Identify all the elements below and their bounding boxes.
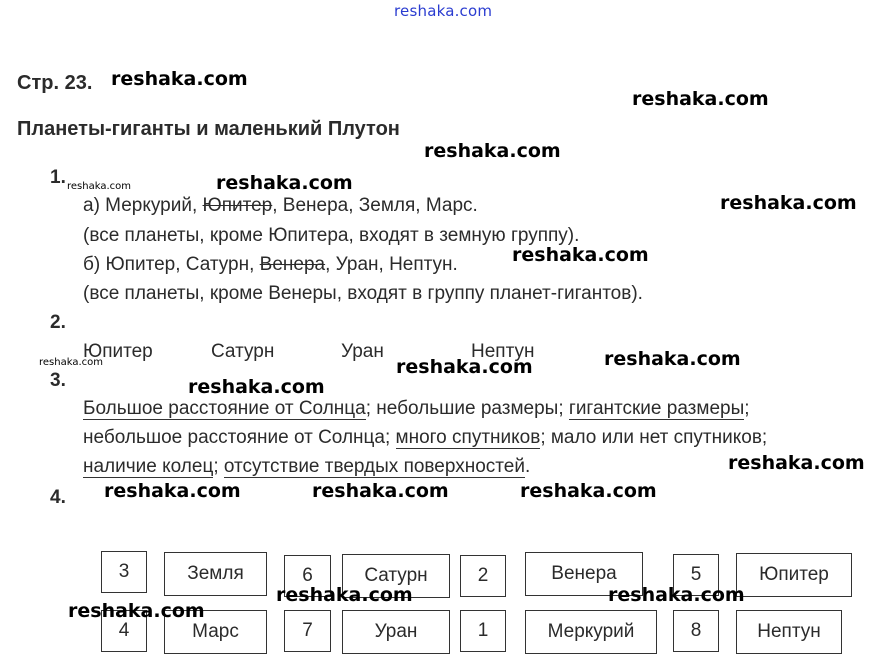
task-3-number: 3.: [50, 370, 66, 391]
watermark: reshaka.com: [520, 480, 657, 502]
watermark: reshaka.com: [604, 348, 741, 370]
task-1b-line: [83, 254, 458, 276]
site-url[interactable]: reshaka.com: [394, 2, 493, 20]
watermark: reshaka.com: [39, 357, 103, 368]
task-3-line-2: [83, 427, 767, 449]
task-1b-suffix: , Уран, Нептун.: [325, 254, 458, 275]
planet-box: Земля: [164, 552, 267, 596]
watermark: reshaka.com: [111, 68, 248, 90]
order-number-box: 1: [460, 610, 506, 652]
task-4-number: 4.: [50, 487, 66, 508]
watermark: reshaka.com: [424, 140, 561, 162]
planet-box: Нептун: [736, 610, 842, 654]
feature-text: небольшое расстояние от Солнца;: [83, 427, 396, 448]
feature-text: ;: [213, 456, 224, 477]
order-number-box: 5: [673, 554, 719, 596]
order-number-box: 7: [284, 610, 331, 652]
task-1a-suffix: , Венера, Земля, Марс.: [272, 195, 478, 216]
feature-text: ; небольшие размеры;: [365, 398, 569, 419]
task-1a-line: [83, 195, 478, 217]
watermark: reshaka.com: [608, 584, 745, 606]
task-1-number: 1.: [50, 167, 66, 188]
task-2-number: 2.: [50, 312, 66, 333]
watermark: reshaka.com: [312, 480, 449, 502]
watermark: reshaka.com: [396, 356, 533, 378]
planet-box: Венера: [525, 552, 643, 596]
planet-box: Меркурий: [525, 610, 657, 654]
planet-box: Сатурн: [342, 554, 450, 598]
underlined-feature: отсутствие твердых поверхностей: [223, 456, 525, 477]
order-number-box: 4: [101, 610, 147, 652]
watermark: reshaka.com: [512, 244, 649, 266]
task-1b-note: (все планеты, кроме Венеры, входят в группу планет-гигантов).: [83, 283, 643, 304]
section-title: Планеты-гиганты и маленький Плутон: [17, 118, 400, 140]
order-number-box: 2: [460, 555, 506, 597]
task-1b-struck-word: Венера: [259, 254, 326, 275]
watermark: reshaka.com: [728, 452, 865, 474]
task-2-planet: Уран: [341, 341, 384, 362]
watermark: reshaka.com: [188, 376, 325, 398]
planet-box: Марс: [164, 610, 267, 654]
watermark: reshaka.com: [68, 600, 205, 622]
watermark: reshaka.com: [720, 192, 857, 214]
planet-box: Юпитер: [736, 553, 852, 597]
underlined-feature: много спутников: [395, 427, 541, 448]
order-number-box: 8: [673, 610, 719, 652]
task-1a-struck-word: Юпитер: [202, 195, 273, 216]
feature-text: ; мало или нет спутников;: [540, 427, 768, 448]
watermark: reshaka.com: [632, 88, 769, 110]
task-2-planet: Юпитер: [83, 341, 153, 362]
watermark: reshaka.com: [216, 172, 353, 194]
planet-box: Уран: [342, 610, 450, 654]
underlined-feature: наличие колец: [83, 456, 214, 477]
task-1b-prefix: б) Юпитер, Сатурн,: [83, 254, 260, 275]
page-label: Стр. 23.: [17, 72, 93, 94]
task-3-line-3: [83, 456, 530, 478]
watermark: reshaka.com: [276, 584, 413, 606]
feature-text: .: [524, 456, 531, 477]
task-2-planet: Нептун: [471, 341, 535, 362]
order-number-box: 3: [101, 551, 147, 593]
watermark: reshaka.com: [104, 480, 241, 502]
task-1a-note: (все планеты, кроме Юпитера, входят в земную группу).: [83, 225, 580, 246]
task-3-line-1: [83, 398, 750, 420]
feature-text: ;: [744, 398, 750, 419]
task-1a-prefix: а) Меркурий,: [83, 195, 203, 216]
underlined-feature: гигантские размеры: [568, 398, 745, 419]
task-2-planet: Сатурн: [211, 341, 275, 362]
underlined-feature: Большое расстояние от Солнца: [83, 398, 366, 419]
watermark: reshaka.com: [67, 181, 131, 192]
order-number-box: 6: [284, 555, 331, 597]
